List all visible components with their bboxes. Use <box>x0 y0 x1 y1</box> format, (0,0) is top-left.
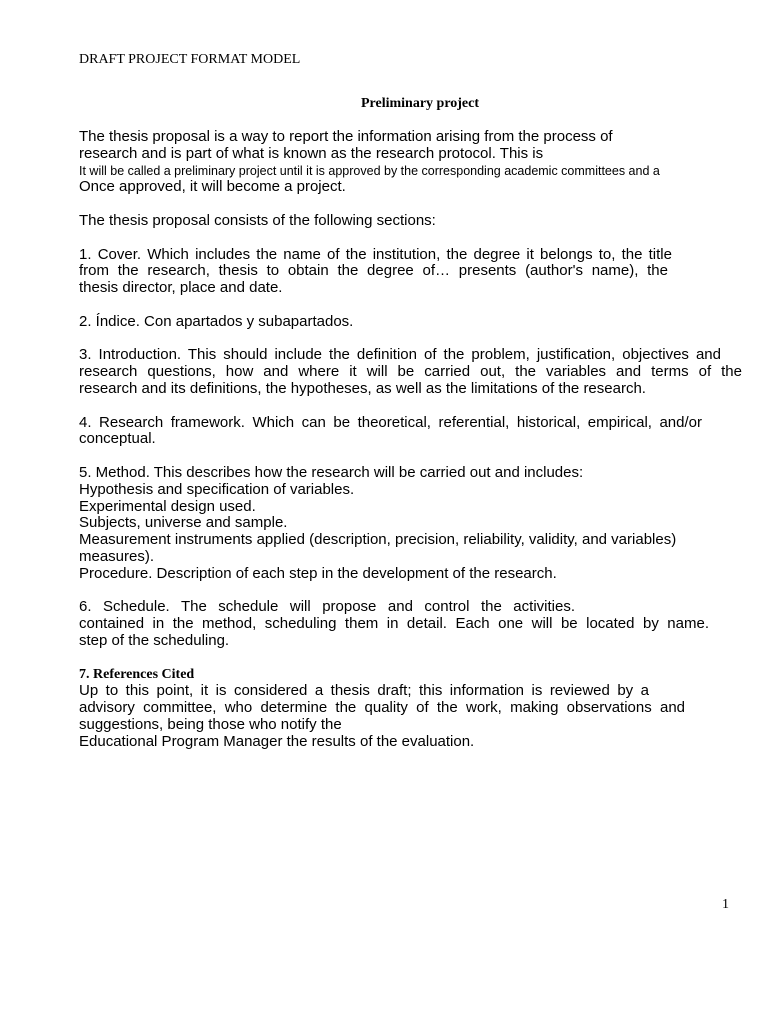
method-line-7: Procedure. Description of each step in the development of the research. <box>79 564 557 582</box>
method-section <box>79 465 742 583</box>
references-line-3: suggestions, being those who notify the <box>79 715 342 733</box>
cover-section <box>79 247 742 297</box>
cover-line-3: thesis director, place and date. <box>79 279 283 297</box>
cover-line-2: from the research, thesis to obtain the degree of… presents (author's name), the <box>79 262 668 280</box>
schedule-section <box>79 599 742 649</box>
sections-intro-paragraph: The thesis proposal consists of the following sections: <box>79 211 436 229</box>
schedule-line-2: contained in the method, scheduling them in detail. Each one will be located by name. <box>79 615 709 633</box>
references-heading: 7. References Cited <box>79 666 195 682</box>
page-number: 1 <box>722 897 729 912</box>
references-line-4: Educational Program Manager the results of the evaluation. <box>79 732 475 750</box>
introduction-line-2: research questions, how and where it will be carried out, the variables and terms of the <box>79 363 742 381</box>
spacer <box>79 448 742 465</box>
introduction-section <box>79 347 742 397</box>
method-line-3: Experimental design used. <box>79 497 256 515</box>
method-line-5: Measurement instruments applied (description, precision, reliability, validity, and variables) <box>79 531 677 549</box>
intro-line-1: The thesis proposal is a way to report the information arising from the process of <box>79 128 613 145</box>
framework-line-1: 4. Research framework. Which can be theoretical, referential, historical, empirical, and/or <box>79 413 702 431</box>
spacer <box>79 583 742 600</box>
schedule-line-3: step of the scheduling. <box>79 631 230 649</box>
spacer <box>79 331 742 348</box>
introduction-line-3: research and its definitions, the hypotheses, as well as the limitations of the research. <box>79 379 646 397</box>
introduction-line-1: 3. Introduction. This should include the definition of the problem, justification, objectives and <box>79 346 721 364</box>
references-line-1: Up to this point, it is considered a thesis draft; this information is reviewed by a <box>79 682 649 700</box>
framework-section <box>79 415 742 449</box>
schedule-line-1: 6. Schedule. The schedule will propose and control the activities. <box>79 598 575 616</box>
references-line-2: advisory committee, who determine the quality of the work, making observations and <box>79 699 685 717</box>
spacer <box>79 650 742 667</box>
method-line-4: Subjects, universe and sample. <box>79 514 288 532</box>
spacer <box>79 297 742 314</box>
framework-line-2: conceptual. <box>79 430 156 448</box>
intro-line-4: Once approved, it will become a project. <box>79 178 346 196</box>
document-header: DRAFT PROJECT FORMAT MODEL <box>79 52 301 67</box>
index-section: 2. Índice. Con apartados y subapartados. <box>79 312 354 330</box>
intro-paragraph <box>79 129 742 196</box>
spacer <box>79 398 742 415</box>
document-body <box>79 129 742 750</box>
method-line-6: measures). <box>79 547 155 565</box>
intro-line-2: research and is part of what is known as the research protocol. This is <box>79 144 544 162</box>
document-title: Preliminary project <box>360 96 480 111</box>
spacer <box>79 230 742 247</box>
method-line-2: Hypothesis and specification of variables. <box>79 480 355 498</box>
references-section <box>79 667 742 751</box>
cover-line-1: 1. Cover. Which includes the name of the institution, the degree it belongs to, the title <box>79 245 672 263</box>
intro-line-3: It will be called a preliminary project until it is approved by the corresponding academic committees and a <box>79 163 660 178</box>
spacer <box>79 196 742 213</box>
method-line-1: 5. Method. This describes how the research will be carried out and includes: <box>79 463 584 481</box>
